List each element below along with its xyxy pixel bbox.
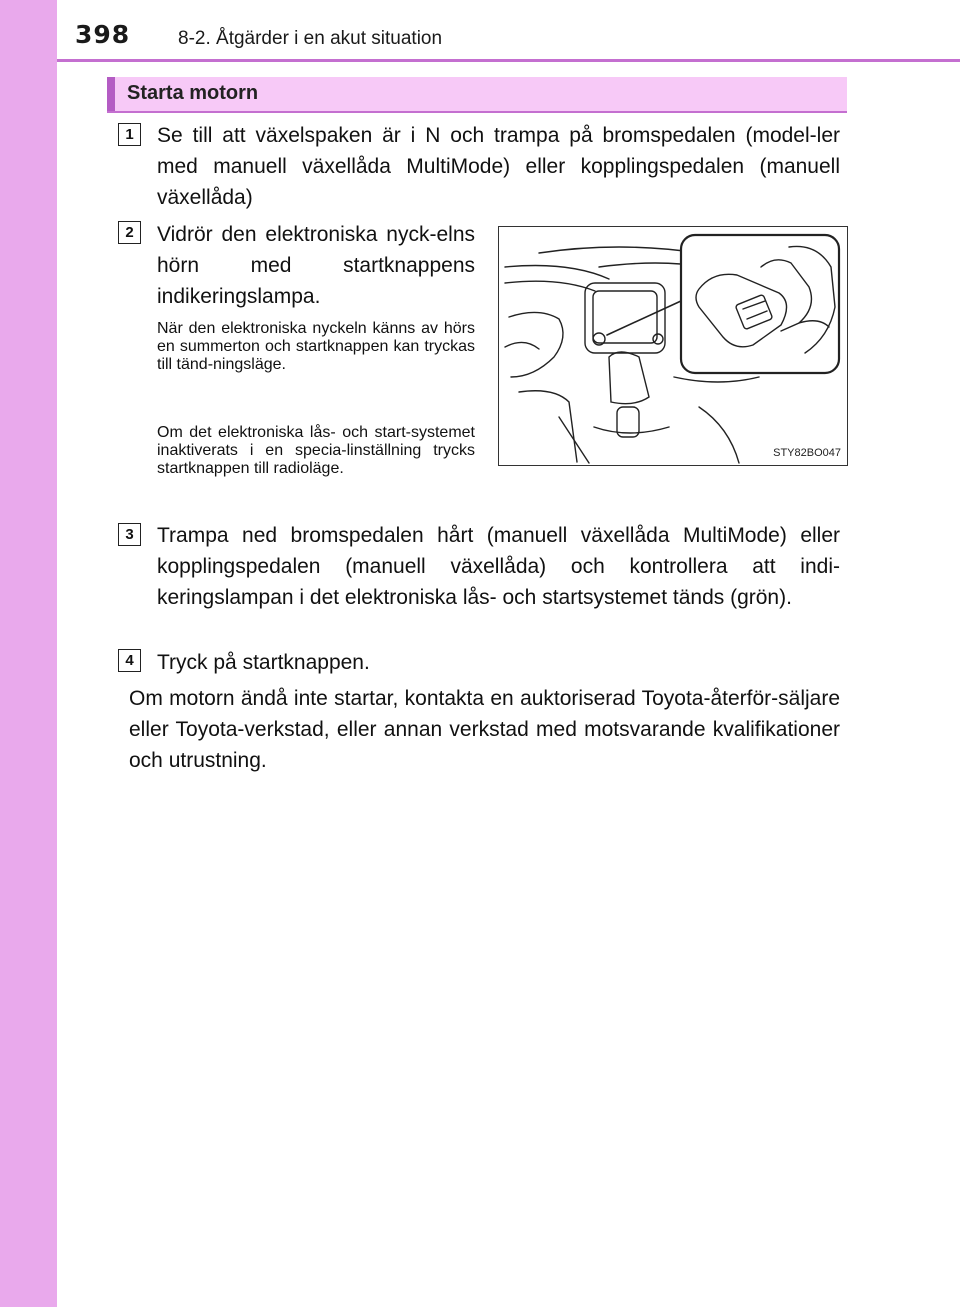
step-2-note-1: När den elektroniska nyckeln känns av hörs en summerton och startknappen kan tryckas till tänd-ningsläge. [157, 320, 475, 373]
section-title: Starta motorn [127, 82, 259, 104]
chapter-title: 8-2. Åtgärder i en akut situation [178, 28, 443, 49]
step-number-3: 3 [118, 523, 141, 546]
step-1-text: Se till att växelspaken är i N och trampa på bromspedalen (model-ler med manuell växellåda MultiMode) eller kopplingspedalen (manuell växellåda) [157, 124, 840, 209]
page-number: 398 [75, 20, 131, 49]
section-accent [107, 77, 115, 111]
step-3-text: Trampa ned bromspedalen hårt (manuell växellåda MultiMode) eller kopplingspedalen (manuell växellåda) och kontrollera att indi-keringslampan i det elektroniska lås- och startsystemet tänds (grön). [157, 524, 840, 609]
figure-code: STY82BO047 [773, 447, 841, 459]
step-2-text: Vidrör den elektroniska nyck-elns hörn med startknappens indikeringslampa. [157, 223, 475, 308]
dashboard-drawing [499, 227, 847, 465]
side-tab [0, 0, 57, 1307]
key-touch-illustration [498, 226, 848, 466]
step-number-2: 2 [118, 221, 141, 244]
section-heading [107, 77, 847, 113]
step-2-note-2: Om det elektroniska lås- och start-systemet inaktiverats i en specia-linställning trycks startknappen till radioläge. [157, 424, 475, 477]
step-number-1: 1 [118, 123, 141, 146]
closing-paragraph: Om motorn ändå inte startar, kontakta en auktoriserad Toyota-återför-säljare eller Toyota-verkstad, eller annan verkstad med motsvarande kvalifikationer och utrustning. [129, 687, 840, 772]
header-rule [57, 59, 960, 62]
step-number-4: 4 [118, 649, 141, 672]
step-4-text: Tryck på startknappen. [157, 651, 370, 674]
